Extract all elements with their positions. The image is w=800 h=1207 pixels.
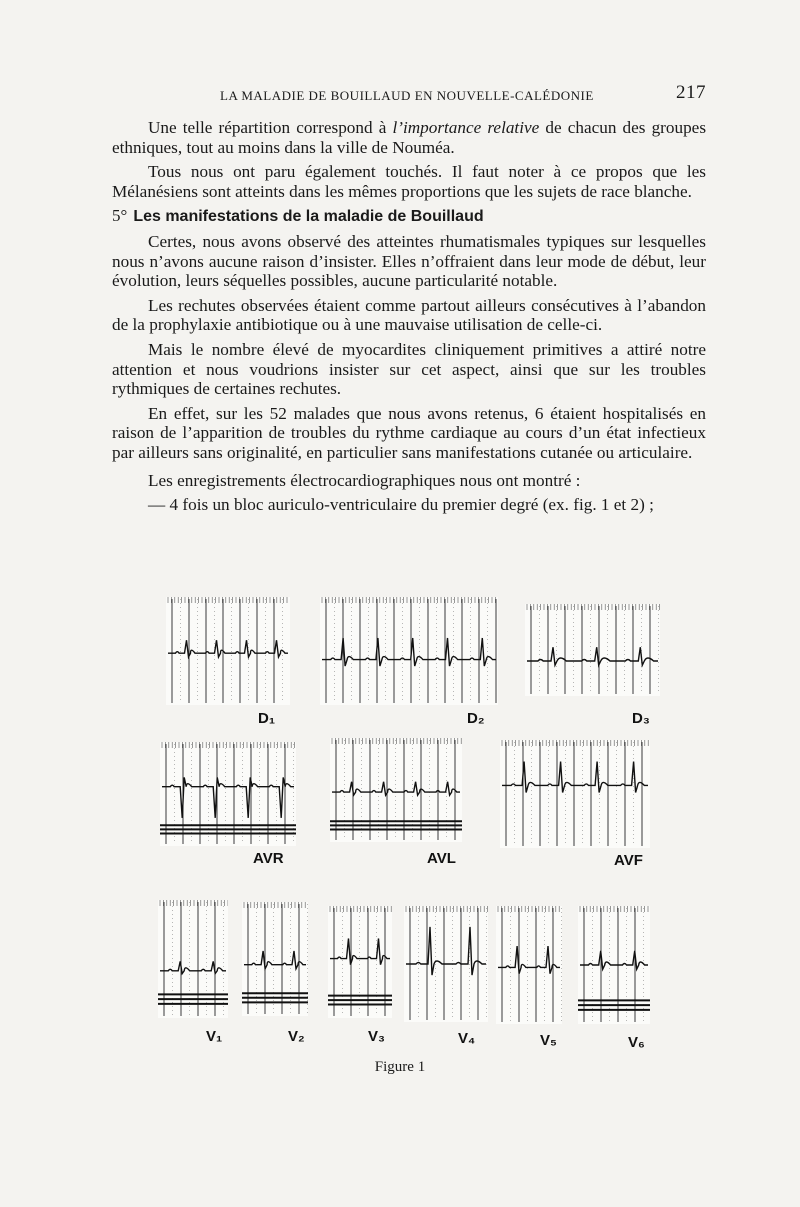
ecg-strip-d2-graphic	[320, 597, 498, 705]
lead-label-d1: D₁	[258, 710, 276, 727]
paragraph-7: Les enregistrements électrocardiographiques nous ont montré :	[148, 470, 581, 490]
paragraph-8: — 4 fois un bloc auriculo-ventriculaire du premier degré (ex. fig. 1 et 2) ;	[148, 495, 654, 515]
ecg-strip-d3-graphic	[525, 604, 660, 696]
lead-label-v3: V₃	[368, 1028, 385, 1045]
ecg-strip-avl	[330, 738, 462, 842]
ecg-strip-d1	[166, 597, 290, 705]
paragraph-1-end: de chacun des groupes ethniques, tout au moins dans la ville de Nouméa.	[112, 118, 707, 157]
lead-label-v1: V₁	[206, 1028, 223, 1045]
ecg-strip-v4-graphic	[404, 906, 488, 1022]
lead-label-d2: D₂	[467, 710, 485, 727]
ecg-strip-avr-graphic	[160, 742, 296, 846]
ecg-strip-v5	[496, 906, 562, 1024]
page-number: 217	[676, 82, 706, 103]
ecg-strip-v2-graphic	[242, 902, 308, 1016]
ecg-strip-v1-graphic	[158, 900, 228, 1018]
running-title: LA MALADIE DE BOUILLAUD EN NOUVELLE-CALÉDONIE	[220, 88, 594, 103]
ecg-strip-d1-graphic	[166, 597, 290, 705]
section-number: 5°	[112, 206, 128, 226]
lead-label-v6: V₆	[628, 1034, 645, 1051]
lead-label-avf: AVF	[614, 852, 643, 869]
ecg-strip-avf-graphic	[500, 740, 650, 848]
paragraph-1-start: Une telle répartition correspond à	[148, 118, 393, 137]
ecg-strip-v4	[404, 906, 488, 1022]
lead-label-v2: V₂	[288, 1028, 305, 1045]
lead-label-v5: V₅	[540, 1032, 557, 1049]
ecg-strip-avf	[500, 740, 650, 848]
lead-label-v4: V₄	[458, 1030, 476, 1047]
ecg-strip-d3	[525, 604, 660, 696]
section-title: Les manifestations de la maladie de Bouillaud	[133, 208, 484, 226]
ecg-strip-v2	[242, 902, 308, 1016]
figure-caption: Figure 1	[374, 1059, 426, 1075]
lead-label-avl: AVL	[427, 850, 456, 867]
paragraph-5: Mais le nombre élevé de myocardites cliniquement primitives a attiré notre attention et nous voudrions insister sur cet aspect, ainsi que sur les troubles rythmiques de certaines rechutes.	[112, 339, 706, 399]
paragraph-6: En effet, sur les 52 malades que nous avons retenus, 6 étaient hospitalisés en raison de l’apparition de troubles du rythme cardiaque au cours d’un état infectieux par ailleurs sans originalité, en particulier sans manifestations cutanée ou articulaire.	[112, 403, 706, 462]
ecg-strip-d2	[320, 597, 498, 705]
ecg-strip-avr	[160, 742, 296, 846]
ecg-strip-v3-graphic	[328, 906, 392, 1018]
paragraph-2: Tous nous ont paru également touchés. Il faut noter à ce propos que les Mélanésiens sont atteints dans les mêmes proportions que les sujets de race blanche.	[112, 162, 706, 201]
lead-label-avr: AVR	[253, 850, 284, 867]
ecg-strip-v6-graphic	[578, 906, 650, 1024]
paragraph-3: Certes, nous avons observé des atteintes rhumatismales typiques sur lesquelles nous n’avons aucune raison d’insister. Elles n’offraient dans leur mode de début, leur évolution, leurs séquelles possibles, aucune particularité notable.	[112, 231, 706, 291]
paragraph-1-emphasis: l’importance relative	[392, 118, 540, 137]
ecg-strip-v1	[158, 900, 228, 1018]
ecg-strip-v3	[328, 906, 392, 1018]
ecg-strip-avl-graphic	[330, 738, 462, 842]
lead-label-d3: D₃	[632, 710, 650, 727]
ecg-strip-v6	[578, 906, 650, 1024]
paragraph-4: Les rechutes observées étaient comme partout ailleurs consécutives à l’abandon de la prophylaxie antibiotique ou à une mauvaise utilisation de celle-ci.	[112, 295, 706, 335]
ecg-strip-v5-graphic	[496, 906, 562, 1024]
